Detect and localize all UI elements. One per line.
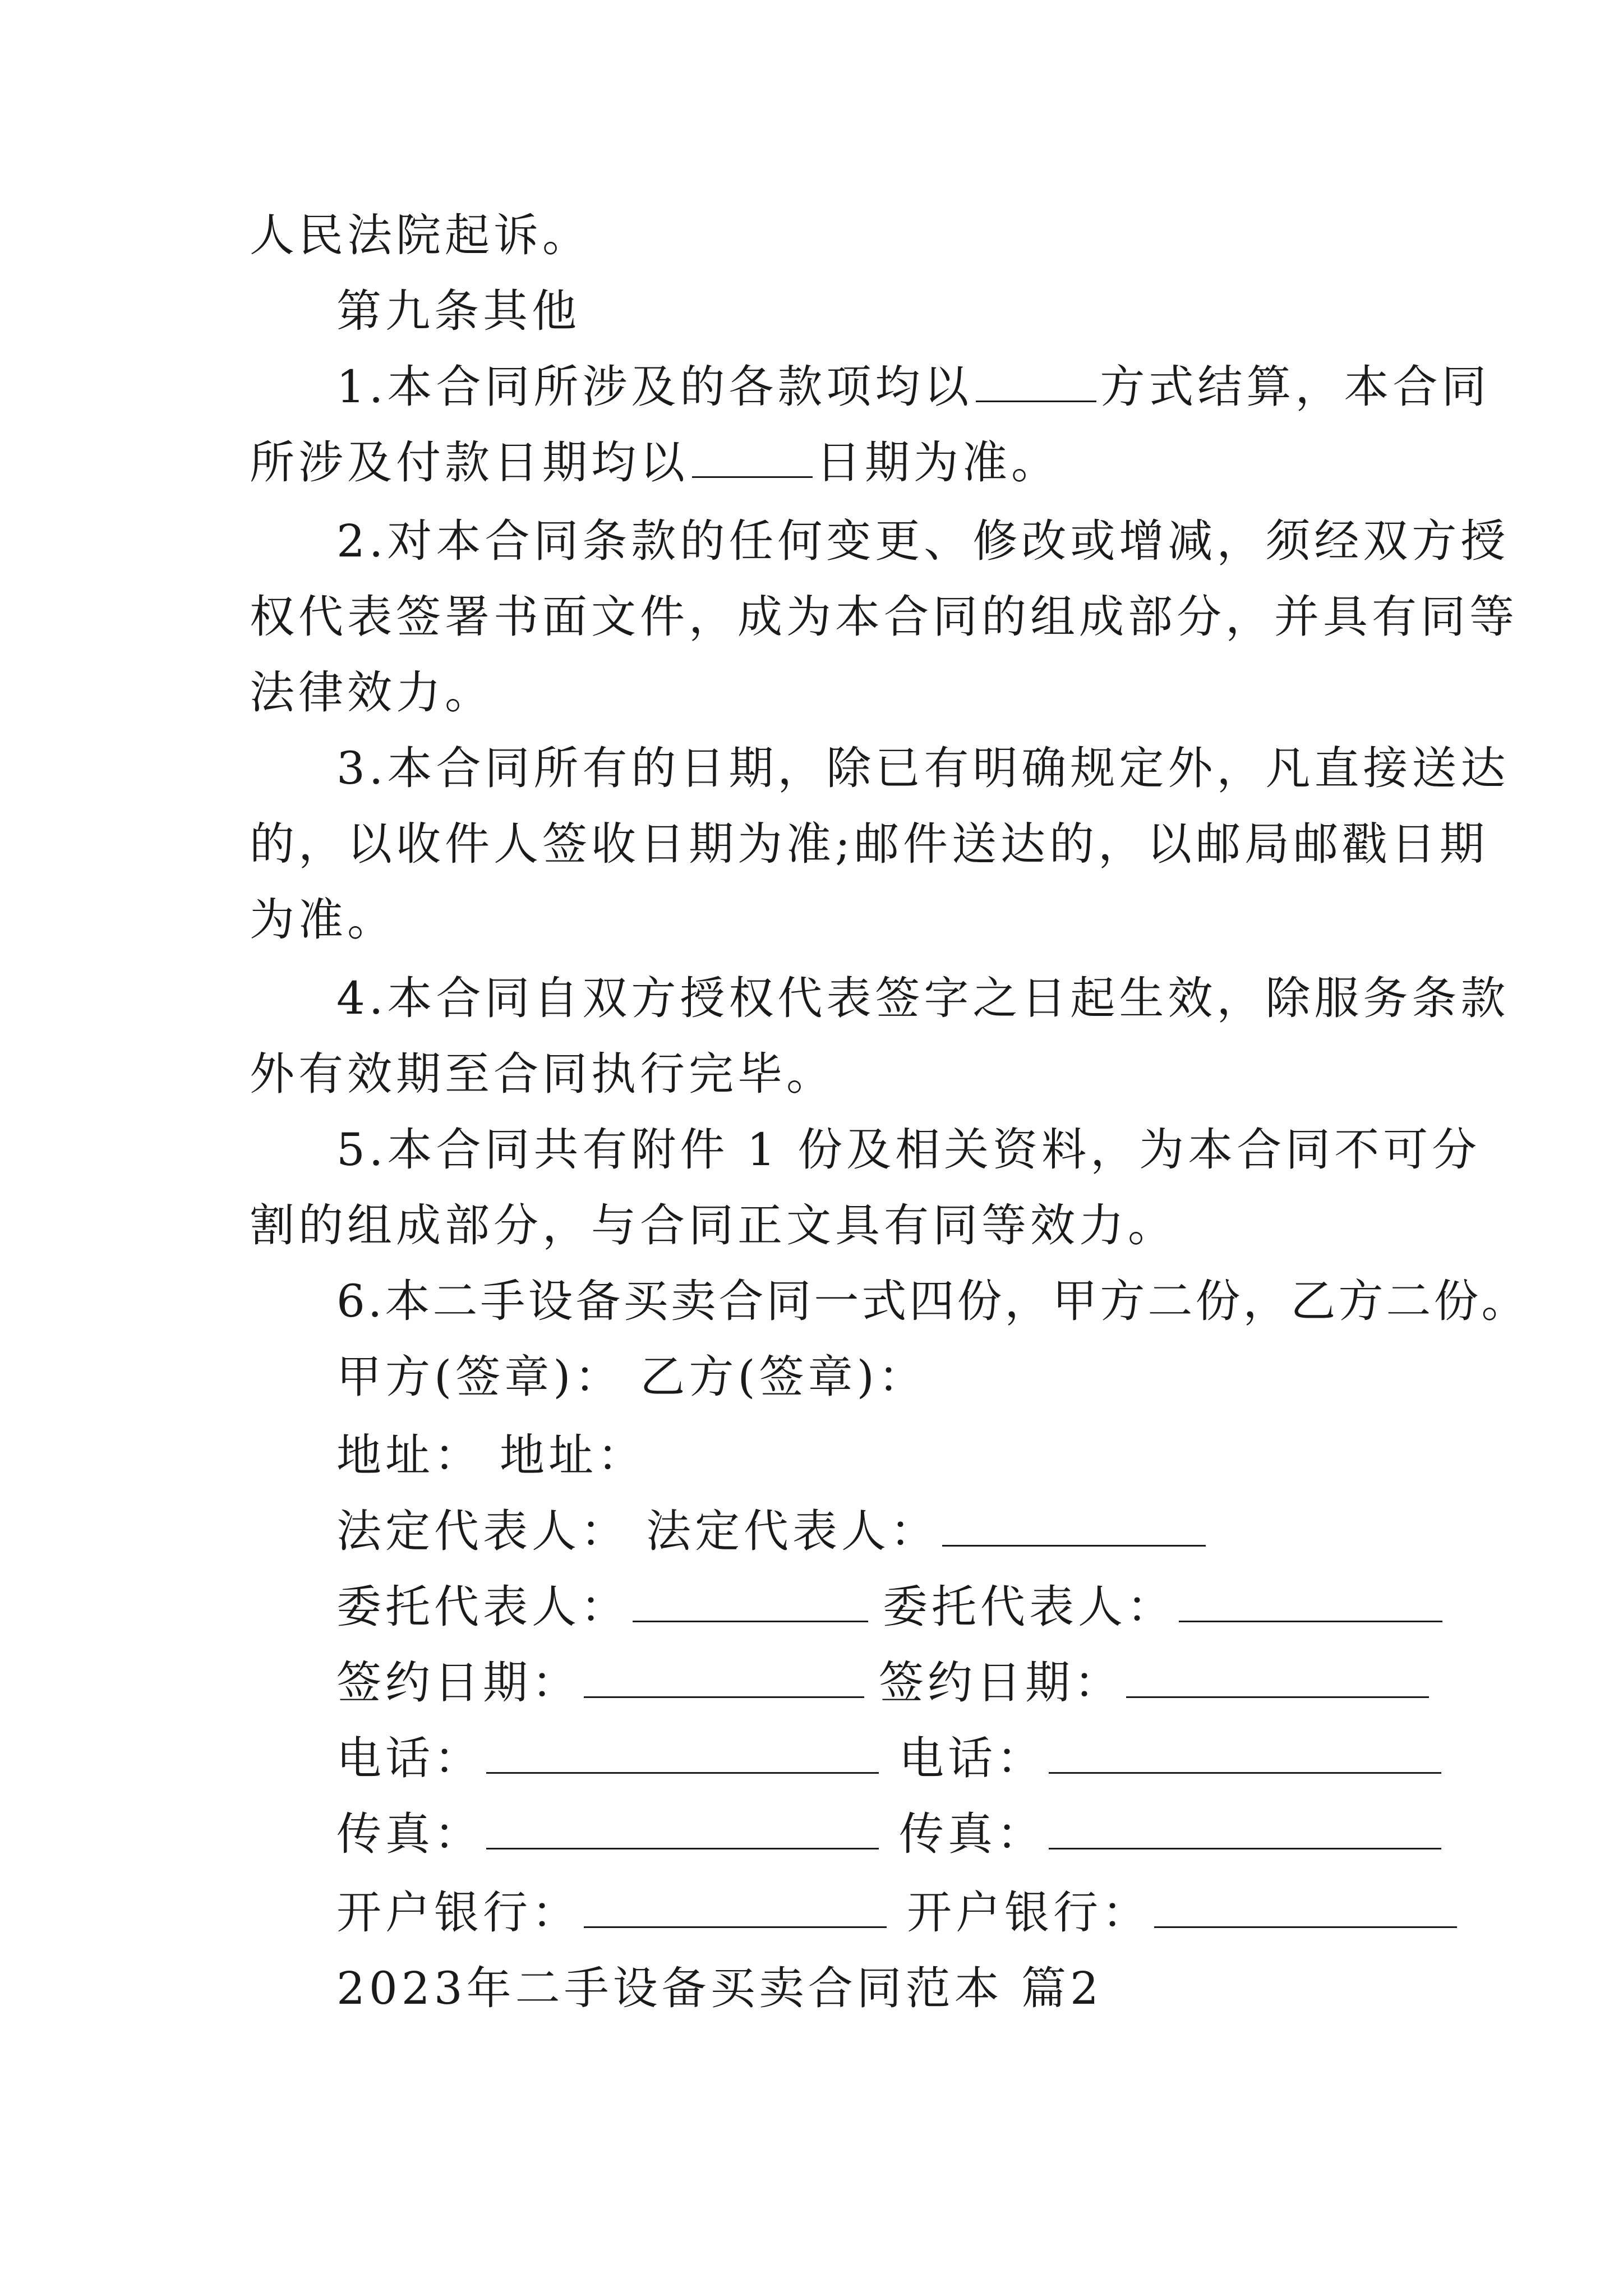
party-a-label: 甲方(签章)： bbox=[336, 1351, 624, 1403]
signature-row bbox=[336, 1731, 1445, 1787]
paragraph-text: 权代表签署书面文件，成为本合同的组成部分，并具有同等 bbox=[250, 591, 1518, 643]
paragraph-text: 2.对本合同条款的任何变更、修改或增减，须经双方授 bbox=[336, 515, 1510, 567]
text-line bbox=[336, 1273, 1529, 1329]
next-section-heading bbox=[336, 1961, 1103, 2017]
paragraph-text: 4.本合同自双方授权代表签字之日起生效，除服务条款 bbox=[336, 972, 1510, 1024]
paragraph-text: 5.本合同共有附件 1 份及相关资料，为本合同不可分 bbox=[336, 1124, 1481, 1176]
paragraph-text: 割的组成部分，与合同正文具有同等效力。 bbox=[250, 1199, 1177, 1251]
blank-line bbox=[486, 1809, 879, 1849]
phone-a-label: 电话： bbox=[336, 1732, 483, 1784]
paragraph-text: 所涉及付款日期均以 bbox=[250, 436, 689, 489]
text-line bbox=[250, 1046, 835, 1102]
date-b-label: 签约日期： bbox=[879, 1657, 1123, 1709]
signature-row bbox=[336, 1579, 1446, 1635]
blank-line bbox=[633, 1581, 868, 1622]
blank-line bbox=[942, 1506, 1206, 1547]
signature-row bbox=[336, 1428, 646, 1484]
fax-a-label: 传真： bbox=[336, 1808, 483, 1860]
text-line bbox=[250, 892, 396, 948]
paragraph-text: 人民法院起诉。 bbox=[250, 209, 591, 261]
paragraph-text: 为准。 bbox=[250, 894, 396, 946]
blank-line bbox=[692, 437, 813, 478]
text-line bbox=[336, 359, 1490, 415]
address-a-label: 地址： bbox=[336, 1429, 483, 1481]
paragraph-text: 的，以收件人签收日期为准;邮件送达的，以邮局邮戳日期 bbox=[250, 818, 1488, 870]
legal-rep-a-label: 法定代表人： bbox=[336, 1505, 629, 1557]
agent-a-label: 委托代表人： bbox=[336, 1581, 629, 1633]
text-line bbox=[336, 970, 1509, 1027]
date-a-label: 签约日期： bbox=[336, 1657, 580, 1709]
fax-b-label: 传真： bbox=[899, 1808, 1045, 1860]
blank-line bbox=[1154, 1887, 1457, 1928]
heading-text: 第九条其他 bbox=[336, 285, 580, 337]
text-line bbox=[250, 665, 494, 721]
text-line bbox=[336, 513, 1509, 569]
blank-line bbox=[1126, 1657, 1429, 1698]
text-line bbox=[250, 816, 1488, 872]
blank-line bbox=[486, 1733, 879, 1774]
legal-rep-b-label: 法定代表人： bbox=[646, 1505, 939, 1557]
signature-row bbox=[336, 1806, 1445, 1862]
blank-line bbox=[1179, 1581, 1442, 1622]
signature-row bbox=[336, 1349, 927, 1405]
paragraph-text: 日期为准。 bbox=[816, 436, 1060, 489]
blank-line bbox=[584, 1657, 864, 1698]
section-heading bbox=[336, 283, 580, 339]
text-line bbox=[250, 208, 591, 264]
bank-a-label: 开户银行： bbox=[336, 1887, 580, 1939]
blank-line bbox=[1049, 1733, 1441, 1774]
blank-line bbox=[1049, 1809, 1441, 1849]
paragraph-text: 方式结算，本合同 bbox=[1100, 361, 1491, 413]
blank-line bbox=[584, 1887, 887, 1928]
paragraph-text: 外有效期至合同执行完毕。 bbox=[250, 1048, 835, 1100]
address-b-label: 地址： bbox=[500, 1429, 646, 1481]
party-b-label: 乙方(签章)： bbox=[640, 1351, 927, 1403]
paragraph-text: 1.本合同所涉及的各款项均以 bbox=[336, 361, 973, 413]
paragraph-text: 法律效力。 bbox=[250, 666, 494, 719]
text-line bbox=[250, 435, 1060, 491]
bank-b-label: 开户银行： bbox=[907, 1887, 1151, 1939]
signature-row bbox=[336, 1503, 1209, 1559]
paragraph-text: 3.本合同所有的日期，除已有明确规定外，凡直接送达 bbox=[336, 742, 1510, 794]
signature-row bbox=[336, 1655, 1432, 1711]
paragraph-text: 6.本二手设备买卖合同一式四份，甲方二份，乙方二份。 bbox=[336, 1275, 1529, 1327]
heading-text: 2023年二手设备买卖合同范本 篇2 bbox=[336, 1962, 1103, 2014]
signature-row bbox=[336, 1885, 1460, 1941]
text-line bbox=[250, 1198, 1177, 1254]
text-line bbox=[250, 589, 1518, 645]
text-line bbox=[336, 740, 1509, 797]
blank-line bbox=[976, 361, 1096, 402]
agent-b-label: 委托代表人： bbox=[883, 1581, 1175, 1633]
text-line bbox=[336, 1122, 1481, 1178]
phone-b-label: 电话： bbox=[899, 1732, 1045, 1784]
